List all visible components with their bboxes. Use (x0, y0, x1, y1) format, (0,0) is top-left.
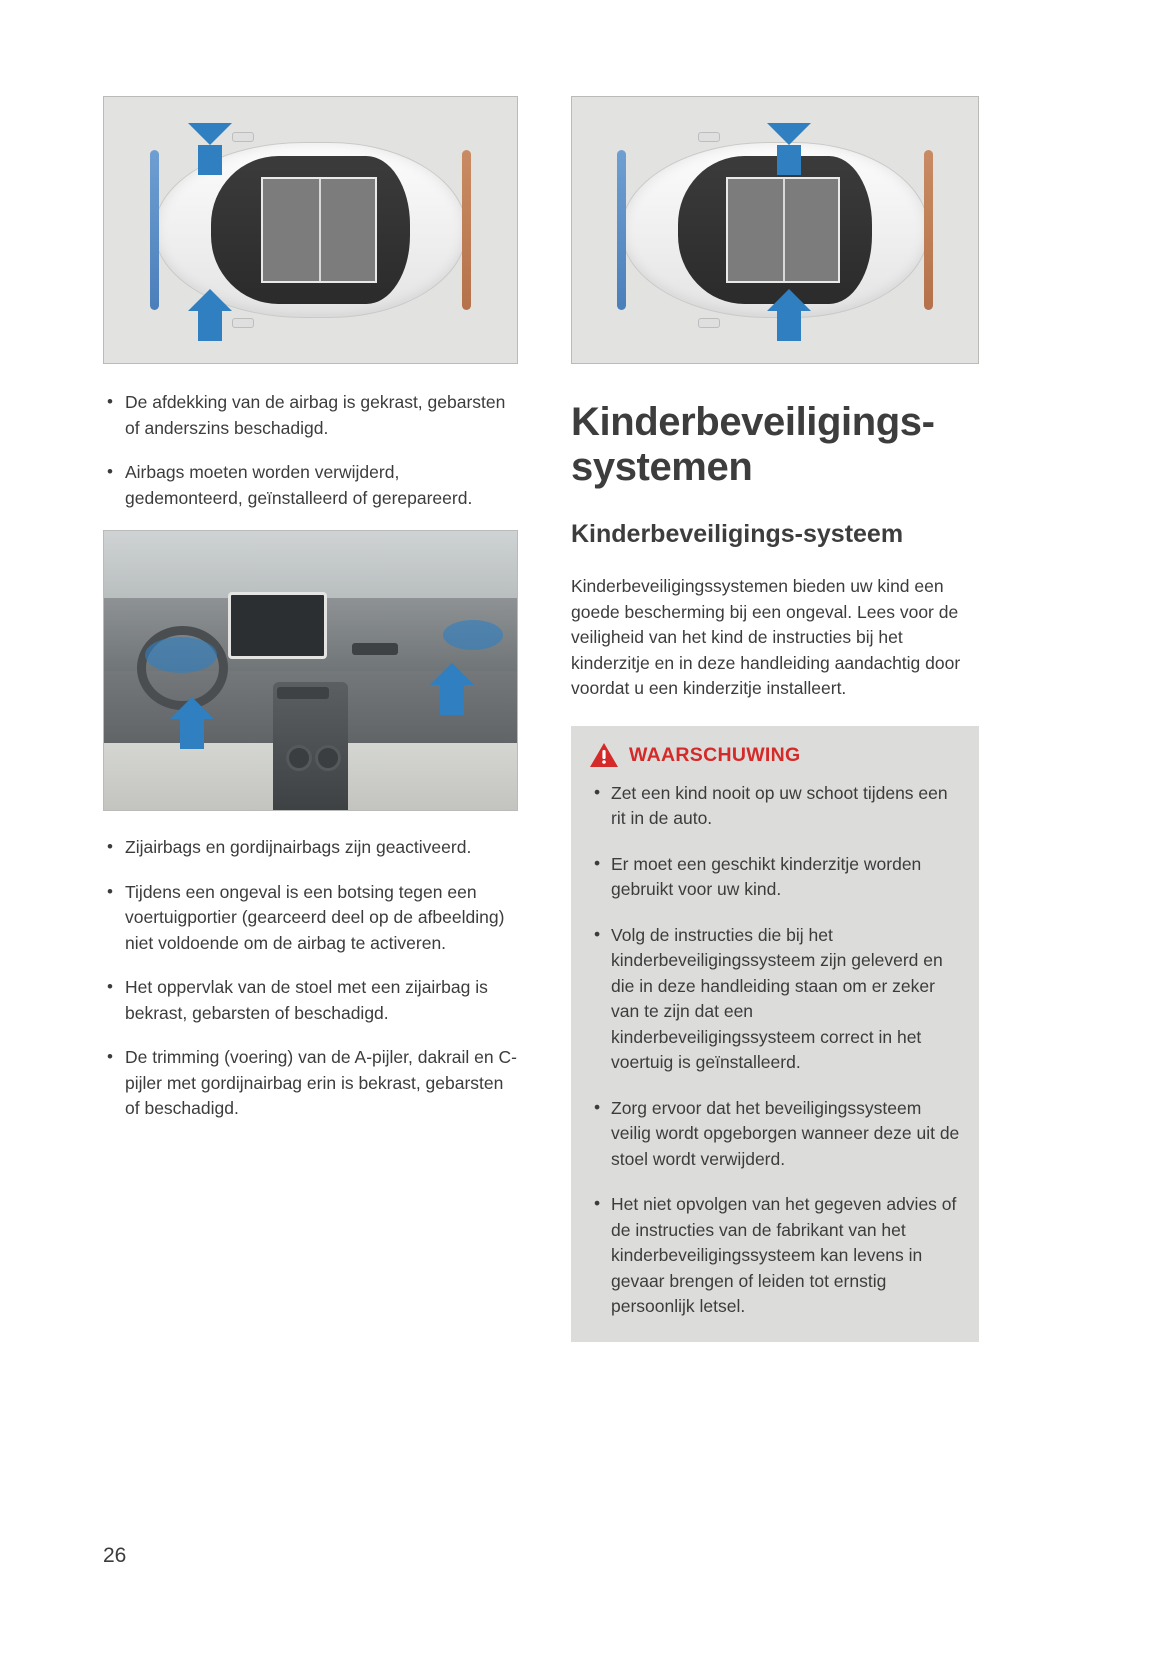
arrow-up-icon (170, 697, 214, 749)
arrow-up-icon (430, 663, 474, 715)
section-subtitle: Kinderbeveiligings-systeem (571, 520, 904, 548)
arrow-down-icon (188, 123, 232, 175)
passenger-airbag-highlight (443, 620, 503, 650)
warning-list (589, 781, 961, 1320)
car-mirror-right (698, 318, 720, 328)
list-item: • Airbags moeten worden verwijderd, gedemonteerd, geïnstalleerd of gerepareerd. (103, 460, 518, 511)
center-console (273, 682, 347, 810)
car-topview-illustration (104, 97, 517, 363)
car-mirror-left (232, 132, 254, 142)
car-right-edge-highlight (924, 150, 933, 310)
list-item: • Het niet opvolgen van het gegeven advies of de instructies van de fabrikant van het kinderbeveiligingssysteem kan levens in gevaar brengen of leiden tot ernstig persoonlijk letsel. (589, 1192, 961, 1320)
list-item: • Zijairbags en gordijnairbags zijn geactiveerd. (103, 835, 518, 861)
dashboard-airbag-diagram (103, 530, 518, 811)
warning-header (589, 742, 961, 769)
list-item: • Zorg ervoor dat het beveiligingssysteem veilig wordt opgeborgen wanneer deze uit de stoel wordt verwijderd. (589, 1096, 961, 1173)
right-column (571, 96, 979, 1342)
warning-label: WAARSCHUWING (629, 743, 801, 766)
air-vent-center (277, 687, 329, 699)
page-title: Kinderbeveiligings-systemen (571, 400, 935, 489)
list-item: • Zet een kind nooit op uw schoot tijdens een rit in de auto. (589, 781, 961, 832)
list-item: • De afdekking van de airbag is gekrast, gebarsten of anderszins beschadigd. (103, 390, 518, 441)
list-item: • Tijdens een ongeval is een botsing tegen een voertuigportier (gearceerd deel op de afbeelding) niet voldoende om de airbag te activeren. (103, 880, 518, 957)
intro-paragraph: Kinderbeveiligingssystemen bieden uw kind een goede bescherming bij een ongeval. Lees voor de veiligheid van het kind de instructies bij het kinderzitje en in deze handleiding aandachtig door voordat u een kinderzitje installeert. (571, 576, 961, 698)
car-mirror-left (698, 132, 720, 142)
car-left-edge-highlight (150, 150, 159, 310)
warning-box (571, 726, 979, 1342)
left-column (103, 96, 518, 1141)
car-topview-illustration (572, 97, 978, 363)
car-mirror-right (232, 318, 254, 328)
arrow-up-icon (188, 289, 232, 341)
side-airbag-topview-diagram (571, 96, 979, 364)
infotainment-screen (228, 592, 327, 659)
arrow-down-icon (767, 123, 811, 175)
air-vent-right (352, 643, 398, 655)
cupholder-right (315, 745, 341, 771)
list-item: • De trimming (voering) van de A-pijler, dakrail en C-pijler met gordijnairbag erin is bekrast, gebarsten of beschadigd. (103, 1045, 518, 1122)
car-left-edge-highlight (617, 150, 626, 310)
driver-airbag-highlight (145, 637, 217, 673)
list-item: • Volg de instructies die bij het kinderbeveiligingssysteem zijn geleverd en die in deze handleiding staan om er zeker van te zijn dat een kinderbeveiligingssysteem correct in het voertuig is geïnstalleerd. (589, 923, 961, 1076)
airbag-topview-diagram (103, 96, 518, 364)
page-number: 26 (103, 1544, 127, 1567)
list-item: • Het oppervlak van de stoel met een zijairbag is bekrast, gebarsten of beschadigd. (103, 975, 518, 1026)
car-right-edge-highlight (462, 150, 471, 310)
warning-triangle-icon (589, 742, 619, 769)
car-sunroof-glass (726, 177, 840, 283)
airbag-condition-list-top (103, 390, 518, 511)
airbag-condition-list-bottom (103, 835, 518, 1122)
list-item: • Er moet een geschikt kinderzitje worden gebruikt voor uw kind. (589, 852, 961, 903)
arrow-up-icon (767, 289, 811, 341)
car-sunroof-glass (261, 177, 377, 283)
cupholder-left (286, 745, 312, 771)
